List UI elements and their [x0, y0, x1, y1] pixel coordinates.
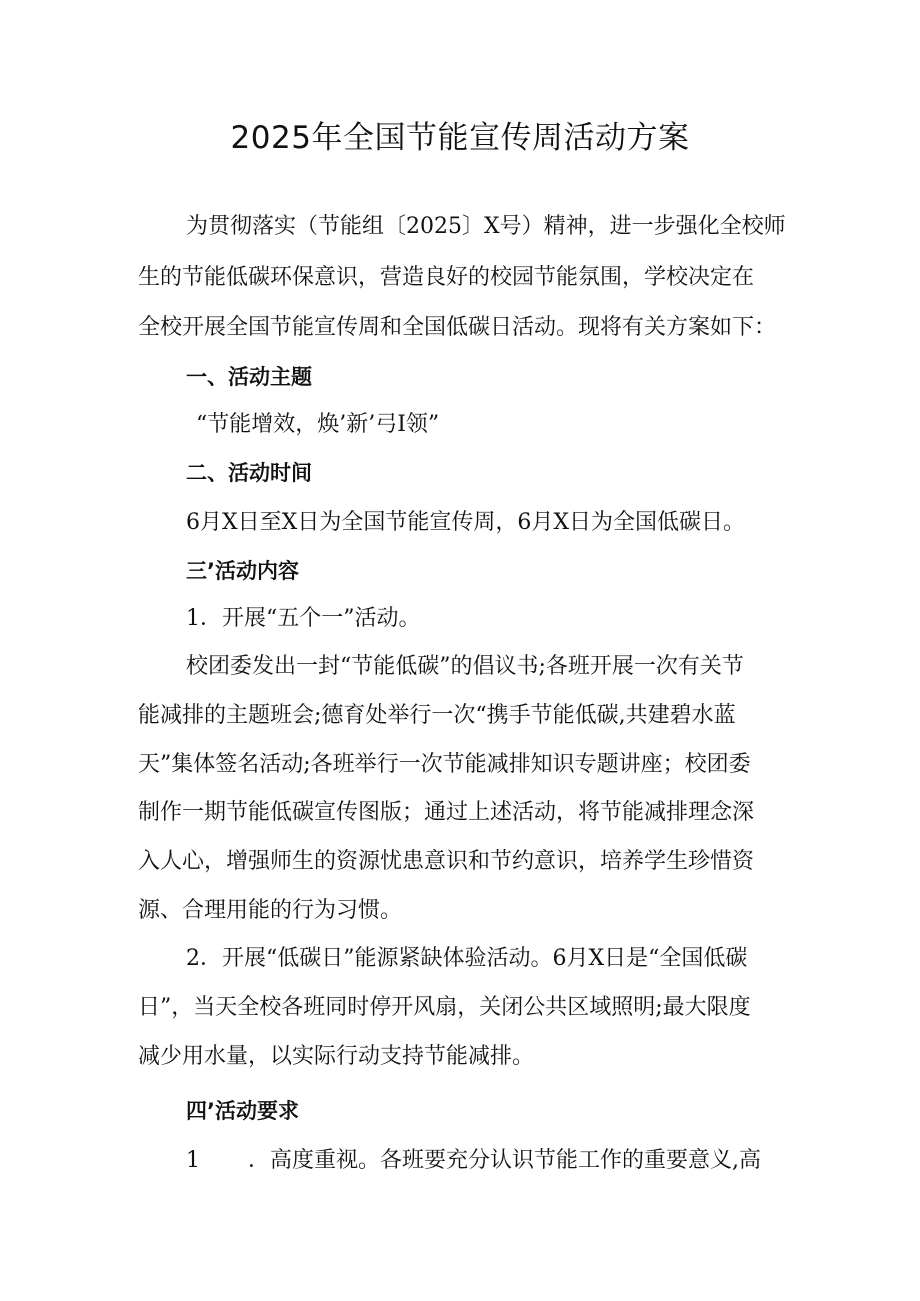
section-4-item-1	[186, 1146, 761, 1176]
section-3-item-2-line-3: 减少用水量，以实际行动支持节能减排。	[138, 1044, 535, 1069]
section-3-item-2-line-2: 日”，当天全校各班同时停开风扇，关闭公共区域照明;最大限度	[138, 995, 751, 1020]
document-title: 2025年全国节能宣传周活动方案	[230, 120, 690, 156]
section-4-item-1-text: ．高度重视。各班要充分认识节能工作的重要意义,高	[248, 1148, 761, 1173]
section-3-item-1-line-3: 天”集体签名活动;各班举行一次节能减排知识专题讲座；校团委	[138, 752, 751, 777]
section-3-item-2-line-1: 2．开展“低碳日”能源紧缺体验活动。6月X日是“全国低碳	[186, 946, 748, 971]
section-3-item-1-line-6: 源、合理用能的行为习惯。	[138, 898, 403, 923]
section-2-heading: 二、活动时间	[186, 461, 312, 485]
intro-line-3: 全校开展全国节能宣传周和全国低碳日活动。现将有关方案如下：	[138, 315, 777, 340]
section-3-item-1-line-2: 能减排的主题班会;德育处举行一次“携手节能低碳,共建碧水蓝	[138, 703, 736, 728]
section-3-item-1-line-5: 入人心，增强师生的资源忧患意识和节约意识，培养学生珍惜资	[138, 849, 755, 874]
section-3-item-1-line-1: 校团委发出一封“节能低碳”的倡议书;各班开展一次有关节	[186, 654, 744, 679]
section-1-body: “节能增效，焕’新’弓I领”	[196, 412, 440, 437]
intro-line-1: 为贯彻落实（节能组〔2025〕X号）精神，进一步强化全校师	[186, 214, 786, 239]
intro-line-2: 生的节能低碳环保意识，营造良好的校园节能氛围，学校决定在	[138, 265, 755, 290]
section-3-heading: 三’活动内容	[186, 559, 299, 583]
section-4-item-1-number: 1	[186, 1148, 200, 1173]
section-4-heading: 四’活动要求	[186, 1099, 299, 1123]
section-2-body: 6月X日至X日为全国节能宣传周，6月X日为全国低碳日。	[186, 510, 745, 535]
section-3-item-1-line-4: 制作一期节能低碳宣传图版；通过上述活动，将节能减排理念深	[138, 800, 755, 825]
section-1-heading: 一、活动主题	[186, 365, 312, 389]
section-3-item-1-title: 1．开展“五个一”活动。	[186, 606, 421, 631]
